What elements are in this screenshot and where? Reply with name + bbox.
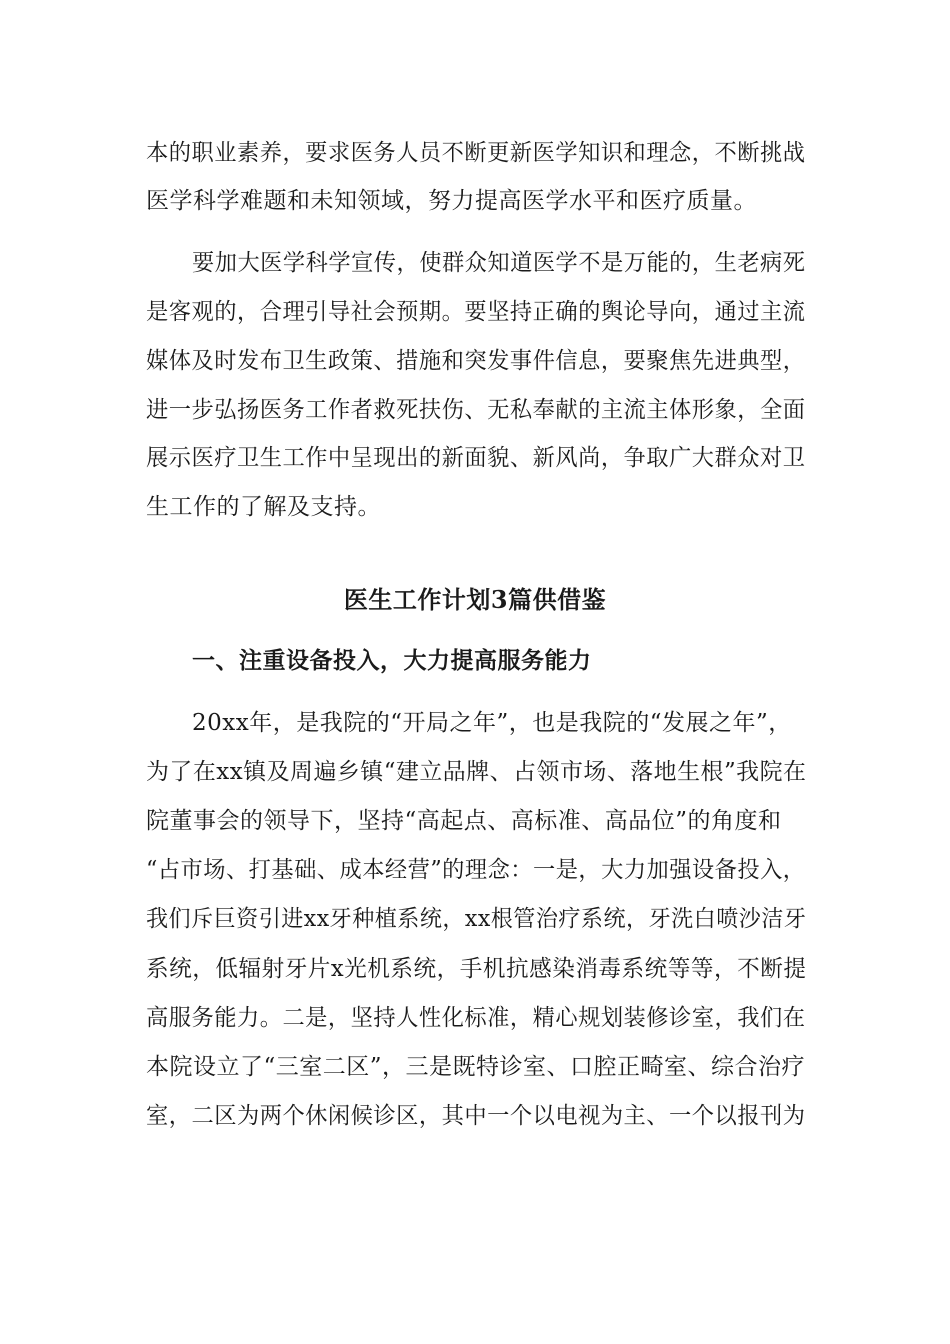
paragraph-3-line-4: “占市场、打基础、成本经营”的理念：一是，大力加强设备投入， [146, 857, 806, 883]
paragraph-1-line-1: 本的职业素养，要求医务人员不断更新医学知识和理念，不断挑战 [146, 140, 806, 166]
paragraph-1-line-2: 医学科学难题和未知领域，努力提高医学水平和医疗质量。 [146, 188, 757, 214]
paragraph-2-line-4: 进一步弘扬医务工作者救死扶伤、无私奉献的主流主体形象，全面 [146, 397, 806, 423]
paragraph-3-line-7: 高服务能力。二是，坚持人性化标准，精心规划装修诊室，我们在 [146, 1005, 806, 1031]
paragraph-3-line-2: 为了在xx镇及周遍乡镇“建立品牌、占领市场、落地生根”我院在 [146, 759, 807, 785]
paragraph-3-line-3: 院董事会的领导下，坚持“高起点、高标准、高品位”的角度和 [146, 808, 782, 834]
section-heading: 一、注重设备投入，大力提高服务能力 [192, 647, 592, 674]
paragraph-3-line-8: 本院设立了“三室二区”，三是既特诊室、口腔正畸室、综合治疗 [146, 1054, 806, 1080]
paragraph-2-line-5: 展示医疗卫生工作中呈现出的新面貌、新风尚，争取广大群众对卫 [146, 445, 806, 471]
paragraph-2-line-3: 媒体及时发布卫生政策、措施和突发事件信息，要聚焦先进典型， [146, 348, 806, 374]
paragraph-3-line-1: 20xx年，是我院的“开局之年”，也是我院的“发展之年”， [192, 710, 792, 736]
paragraph-3-line-5: 我们斥巨资引进xx牙种植系统，xx根管治疗系统，牙洗白喷沙洁牙 [146, 906, 807, 932]
paragraph-3-line-6: 系统，低辐射牙片x光机系统，手机抗感染消毒系统等等，不断提 [146, 956, 807, 982]
paragraph-2-line-2: 是客观的，合理引导社会预期。要坚持正确的舆论导向，通过主流 [146, 299, 806, 325]
paragraph-3-line-9: 室，二区为两个休闲候诊区，其中一个以电视为主、一个以报刊为 [146, 1103, 806, 1129]
paragraph-2-line-6: 生工作的了解及支持。 [146, 494, 381, 520]
section-title: 医生工作计划3篇供借鉴 [343, 585, 607, 614]
paragraph-2-line-1: 要加大医学科学宣传，使群众知道医学不是万能的，生老病死 [192, 250, 806, 276]
